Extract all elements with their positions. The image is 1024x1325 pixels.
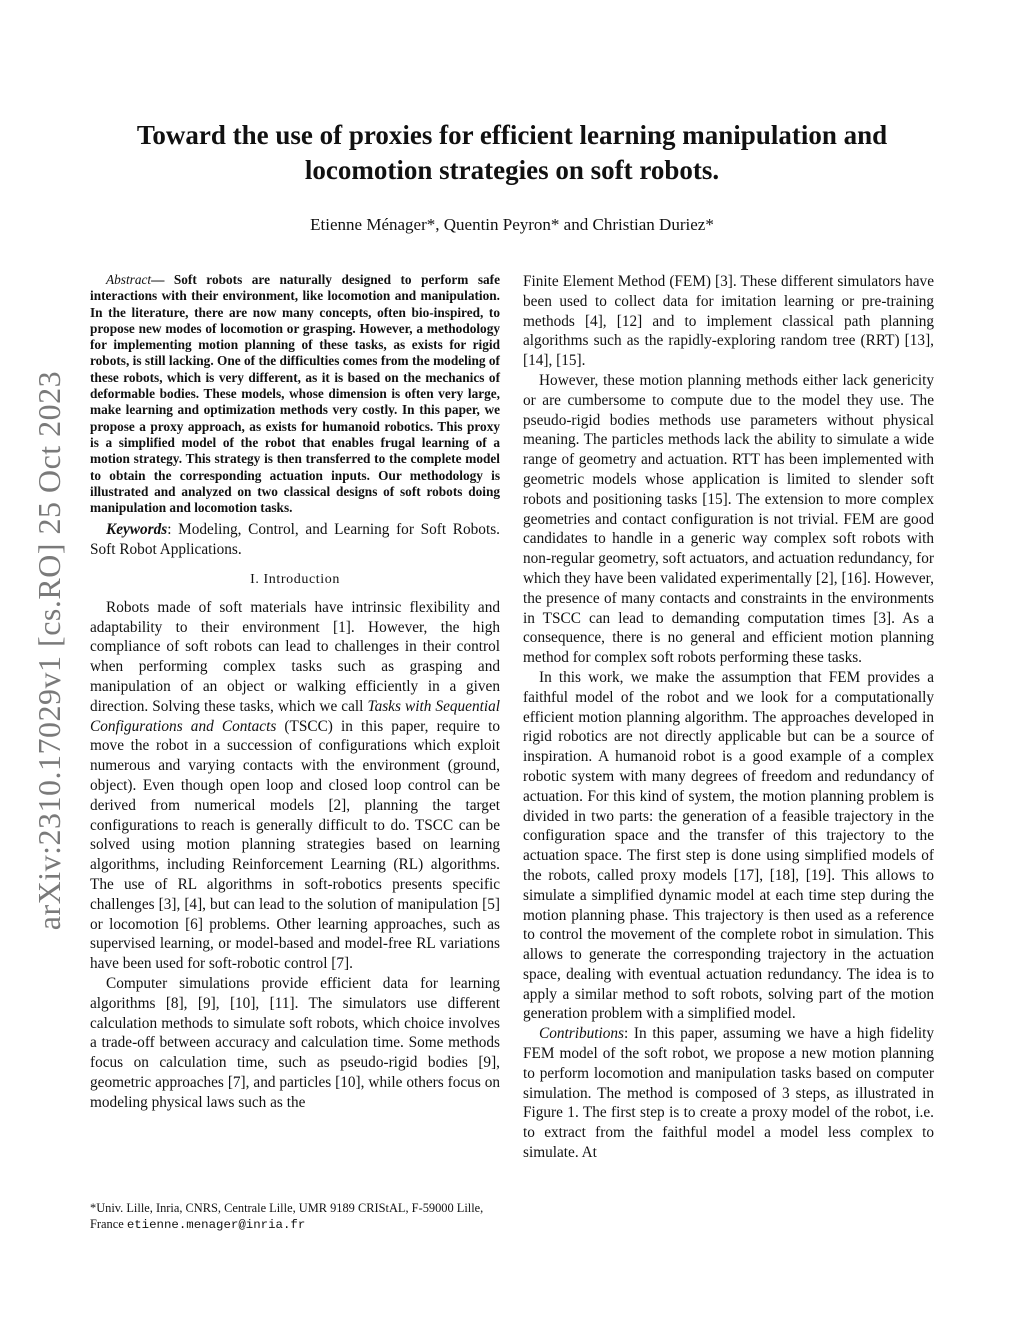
footnote: [90, 1200, 500, 1233]
intro-paragraph-1: [90, 598, 500, 974]
intro-paragraph-2: Computer simulations provide efficient data for learning algorithms [8], [9], [10], [11]. The simulators use different calculation methods to simulate soft robots, which choice involves a trade-off between accuracy and calculation time. Some methods focus on calculation time, such as pseudo-rigid bodies [9], geometric approaches [7], and particles [10], while others focus on modeling physical laws such as the: [90, 974, 500, 1111]
contributions-text: : In this paper, assuming we have a high fidelity FEM model of the soft robot, we propose a new motion planning to perform locomotion and manipulation tasks based on computer simulation. The method is composed of 3 steps, as illustrated in Figure 1. The first step is to create a proxy model of the robot, i.e. to extract from the faithful model a model less complex to simulate. At: [523, 1025, 934, 1162]
author-list: Etienne Ménager*, Quentin Peyron* and Christian Duriez*: [310, 215, 714, 234]
right-paragraph-3: In this work, we make the assumption that FEM provides a faithful model of the robot and we look for a computationally efficient motion planning algorithm. The approaches developed in rigid robotics are not directly applicable but can be a source of inspiration. A humanoid robot is a good example of a complex robotic system with many degrees of freedom and redundancy of actuation. For this kind of system, the motion planning problem is divided in two parts: the generation of a feasible trajectory in the configuration space and the transfer of this trajectory to the actuation space. The first step is done using simplified models of the robots, called proxy models [17], [18], [19]. This allows to simulate a simplified dynamic model at each time step during the motion planning phase. This trajectory is then used as a reference to control the movement of the complete robot in simulation. This allows to generate the corresponding trajectory in the actuation space, dealing with eventual actuation redundancy. The idea is to apply a similar method to soft robots, solving part of the motion generation problem with a simplified model.: [523, 668, 934, 1023]
arxiv-stamp: [30, 330, 70, 970]
footnote-email[interactable]: etienne.menager@inria.fr: [126, 1218, 306, 1232]
abstract-text: — Soft robots are naturally designed to perform safe interactions with their environment, like locomotion and manipulation. In the literature, there are now many concepts, often bio-inspired, to propose new modes of locomotion or grasping. However, a methodology for implementing motion planning of these tasks, as exists for rigid robots, is still lacking. One of the difficulties comes from the modeling of these robots, which is very different, as it is based on the mechanics of deformable bodies. These models, whose dimension is often very large, make learning and optimization methods very costly. In this paper, we propose a proxy approach, as exists for humanoid robotics. This proxy is a simplified model of the robot that enables frugal learning of a motion strategy. This strategy is then transferred to the complete model to obtain the corresponding actuation inputs. Our methodology is illustrated and analyzed on two classical designs of soft robots doing manipulation and locomotion tasks.: [90, 272, 500, 516]
keywords-label: Keywords: [106, 521, 168, 539]
left-column: [90, 272, 500, 1113]
paper-title: Toward the use of proxies for efficient learning manipulation and locomotion strategies on soft robots.: [136, 120, 888, 185]
keywords: [90, 520, 500, 560]
contributions-paragraph: [523, 1024, 934, 1163]
intro-p1-part-b: (TSCC) in this paper, require to move the robot in a succession of configurations which exploit numerous and varying contacts with the environment (ground, object). Even though open loop and closed loop control can be derived from numerical models [2], planning the target configurations to reach is generally difficult to do. TSCC can be solved using motion planning strategies based on learning algorithms, including Reinforcement Learning (RL) algorithms. The use of RL algorithms in soft-robotics presents specific challenges [3], [4], but can lead to the solution of manipulation [5] or locomotion [6] problems. Other learning approaches, such as supervised learning, or model-based and model-free RL variations have been used for soft-robotic control [7].: [90, 717, 500, 973]
right-paragraph-2: However, these motion planning methods either lack genericity or are cumbersome to compute due to the model they use. The pseudo-rigid bodies methods use parameters without physical meaning. The particles methods lack the ability to simulate a wide range of geometry and actuation. RTT has been implemented with geometric models whose application is limited to slender soft robots and positioning tasks [15]. The extension to more complex geometries and contact configuration is not trivial. FEM are good candidates to handle in a generic way complex soft robots with non-regular geometry, soft actuators, and actuation redundancy, for which they have been validated experimentally [2], [16]. However, the presence of many contacts and constraints in the environments in TSCC can lead to demanding computation times [3]. As a consequence, there is no general and efficient motion planning method for complex soft robots performing these tasks.: [523, 371, 934, 667]
keywords-text: : Modeling, Control, and Learning for Soft Robots. Soft Robot Applications.: [90, 521, 500, 559]
intro-p1-emphasis: Tasks with Sequential Configurations and Contacts: [90, 697, 500, 735]
contributions-label: Contributions: [539, 1025, 624, 1043]
right-paragraph-1: Finite Element Method (FEM) [3]. These different simulators have been used to collect data for imitation learning or pre-training methods [4], [12] and to implement classical path planning algorithms such as the rapidly-exploring random tree (RRT) [13], [14], [15].: [523, 273, 934, 370]
abstract-label: Abstract: [106, 272, 152, 287]
intro-p1-part-a: Robots made of soft materials have intrinsic flexibility and adaptability to their environment [1]. However, the high compliance of soft robots can lead to challenges in their control when performing complex tasks such as grasping and manipulation of an object or walking efficiently in a given direction. Solving these tasks, which we call: [90, 598, 500, 715]
right-column: [523, 272, 934, 1163]
abstract: [90, 272, 500, 516]
arxiv-id: arXiv:2310.17029v1 [cs.RO] 25 Oct 2023: [31, 370, 68, 930]
footnote-text: *Univ. Lille, Inria, CNRS, Centrale Lille, UMR 9189 CRIStAL, F-59000 Lille, France: [90, 1201, 484, 1231]
section-heading-introduction: I. Introduction: [250, 572, 340, 588]
